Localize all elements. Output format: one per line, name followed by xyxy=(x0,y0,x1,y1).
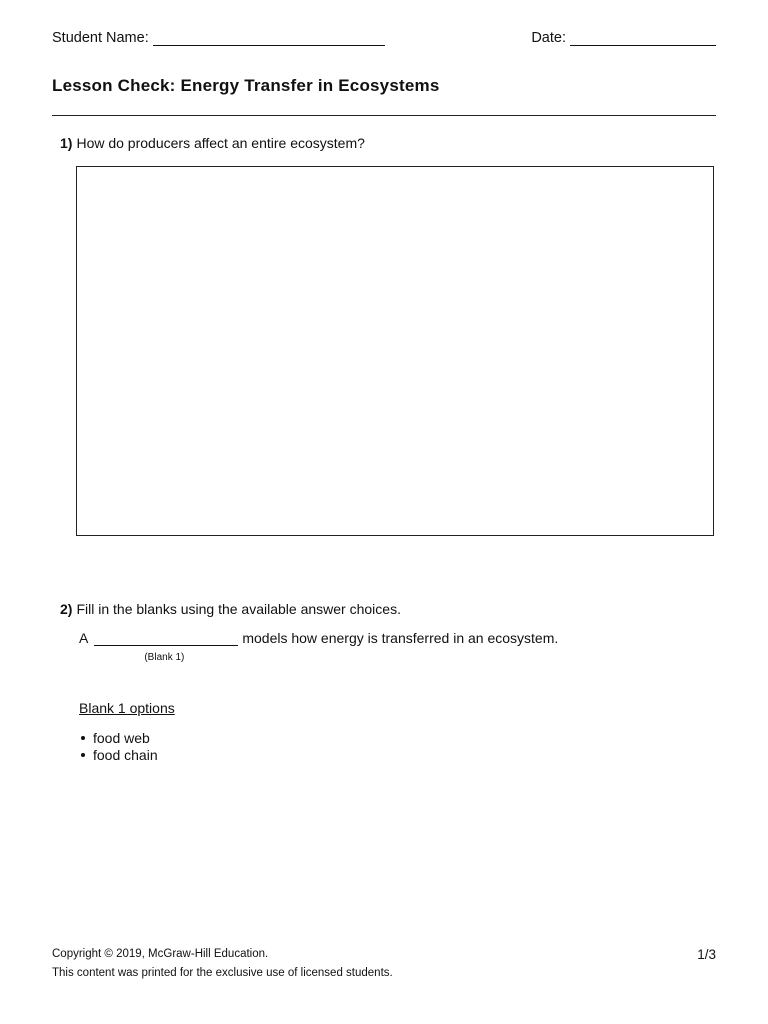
list-item xyxy=(79,729,158,746)
question-1-text: How do producers affect an entire ecosystem? xyxy=(76,135,365,151)
question-2-number: 2) xyxy=(60,601,73,617)
student-name-line[interactable] xyxy=(153,31,385,46)
header-row xyxy=(52,30,716,52)
bullet-icon xyxy=(81,753,85,757)
date-label: Date: xyxy=(531,30,566,46)
option-label: food chain xyxy=(93,746,158,763)
question-2 xyxy=(60,601,401,617)
footer-note: This content was printed for the exclusive use of licensed students. xyxy=(52,967,393,979)
student-name-label: Student Name: xyxy=(52,30,149,46)
date-field xyxy=(531,30,716,46)
blank-1-options-title: Blank 1 options xyxy=(79,700,175,716)
blank-1-line[interactable] xyxy=(94,631,238,646)
lesson-title: Lesson Check: Energy Transfer in Ecosystems xyxy=(52,76,440,95)
date-line[interactable] xyxy=(570,31,716,46)
title-divider xyxy=(52,115,716,116)
question-1-number: 1) xyxy=(60,135,73,151)
sentence-after: models how energy is transferred in an ecosystem. xyxy=(242,630,559,646)
option-label: food web xyxy=(93,729,150,746)
question-1-answer-box[interactable] xyxy=(76,166,714,536)
student-name-field xyxy=(52,30,385,46)
question-1 xyxy=(60,135,365,151)
list-item xyxy=(79,746,158,763)
blank-1-caption: (Blank 1) xyxy=(144,652,185,663)
fill-in-sentence xyxy=(79,630,559,663)
sentence-before: A xyxy=(79,630,89,646)
page-number: 1/3 xyxy=(697,947,716,962)
footer-copyright: Copyright © 2019, McGraw-Hill Education. xyxy=(52,948,269,960)
bullet-icon xyxy=(81,736,85,740)
blank-1[interactable] xyxy=(94,631,238,663)
blank-1-options-list xyxy=(79,729,158,763)
question-2-text: Fill in the blanks using the available answer choices. xyxy=(76,601,401,617)
